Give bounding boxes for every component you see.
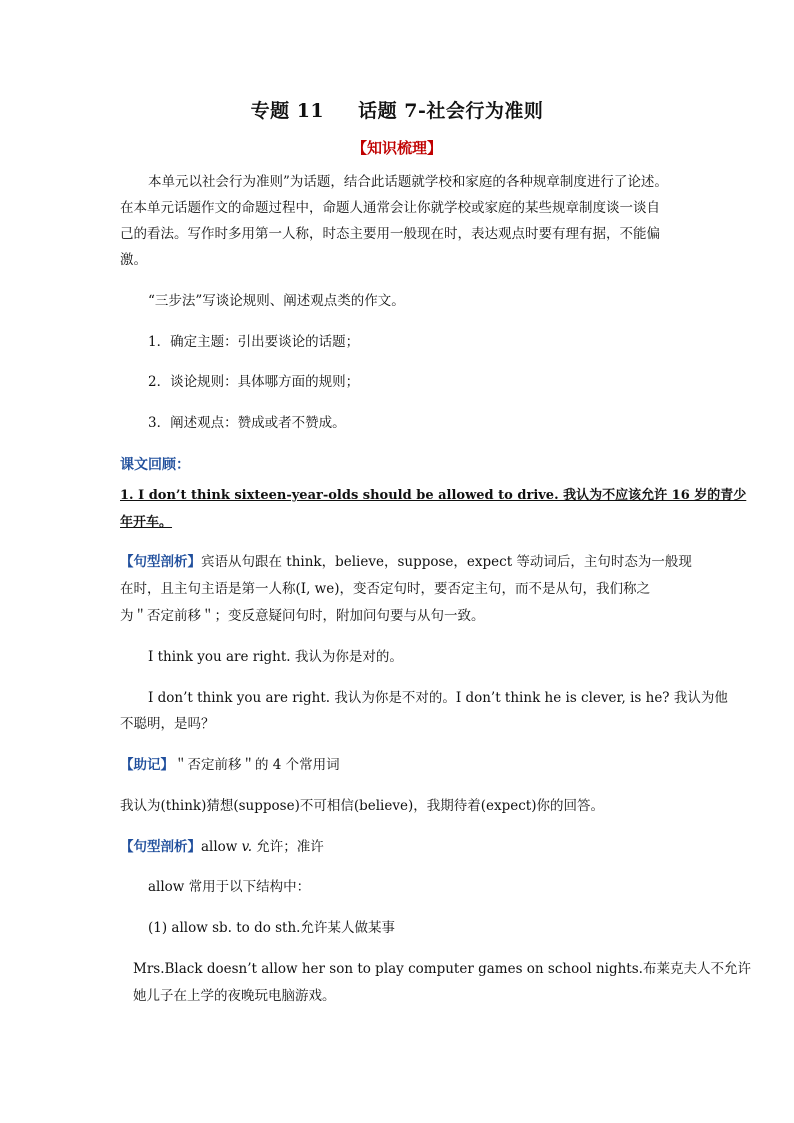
analysis1-line-3: 为＂否定前移＂；变反意疑问句时，附加问句要与从句一致。 xyxy=(120,608,485,624)
method-step-3: 3．阐述观点：赞成或者不赞成。 xyxy=(148,415,346,431)
example-2-line-2: 不聪明，是吗？ xyxy=(120,716,215,732)
allow-example-line-2: 她儿子在上学的夜晚玩电脑游戏。 xyxy=(133,988,336,1004)
analysis2-word: allow xyxy=(201,839,242,855)
allow-example-line-1: Mrs.Black doesn’t allow her son to play computer games on school nights.布莱克夫人不允许 xyxy=(133,961,751,977)
page-title xyxy=(0,96,794,123)
example-2-line-1: I don’t think you are right. 我认为你是不对的。I don’t think he is clever, is he? 我认为他 xyxy=(148,690,728,706)
memo-line xyxy=(120,752,680,778)
review-heading: 课文回顾： xyxy=(120,457,190,473)
review-sentence-line-1: 1. I don’t think sixteen-year-olds should be allowed to drive. 我认为不应该允许 16 岁的青少 xyxy=(120,488,747,503)
analysis1-line-2: 在时，且主句主语是第一人称(I, we)，变否定句时，要否定主句，而不是从句，我们称之 xyxy=(120,581,650,597)
example-1: I think you are right. 我认为你是对的。 xyxy=(148,649,403,665)
title-part-topic: 专题 11 xyxy=(250,100,325,122)
analysis1-line-1 xyxy=(120,549,692,575)
intro-line-4: 激。 xyxy=(120,252,147,268)
section-tag-knowledge: 【知识梳理】 xyxy=(351,139,442,157)
analysis2-pos: v. xyxy=(241,839,252,855)
analysis2-line xyxy=(120,834,680,860)
intro-line-1: 本单元以社会行为准则”为话题，结合此话题就学校和家庭的各种规章制度进行了论述。 xyxy=(148,174,668,190)
intro-line-2: 在本单元话题作文的命题过程中，命题人通常会让你就学校或家庭的某些规章制度谈一谈自 xyxy=(120,200,660,216)
intro-line-3: 己的看法。写作时多用第一人称，时态主要用一般现在时，表达观点时要有理有据，不能偏 xyxy=(120,226,660,242)
review-sentence-line-2: 年开车。 xyxy=(120,515,173,530)
method-step-1: 1．确定主题：引出要谈论的话题； xyxy=(148,334,360,350)
analysis1-text-1: 宾语从句跟在 think，believe，suppose，expect 等动词后，主句时态为一般现 xyxy=(201,554,692,570)
title-part-subject: 话题 7-社会行为准则 xyxy=(358,100,544,122)
structure-1: (1) allow sb. to do sth.允许某人做某事 xyxy=(148,920,395,936)
method-heading: “三步法”写谈论规则、阐述观点类的作文。 xyxy=(148,293,405,309)
analysis2-tag: 【句型剖析】 xyxy=(120,839,201,855)
memo-text: ＂否定前移＂的 4 个常用词 xyxy=(174,757,340,773)
memo-tag: 【助记】 xyxy=(120,757,174,773)
analysis2-meaning: 允许；准许 xyxy=(252,839,324,855)
structure-intro: allow 常用于以下结构中： xyxy=(148,879,311,895)
analysis1-tag: 【句型剖析】 xyxy=(120,554,201,570)
memo-mnemonic: 我认为(think)猜想(suppose)不可相信(believe)，我期待着(expect)你的回答。 xyxy=(120,798,604,814)
method-step-2: 2．谈论规则：具体哪方面的规则； xyxy=(148,374,360,390)
